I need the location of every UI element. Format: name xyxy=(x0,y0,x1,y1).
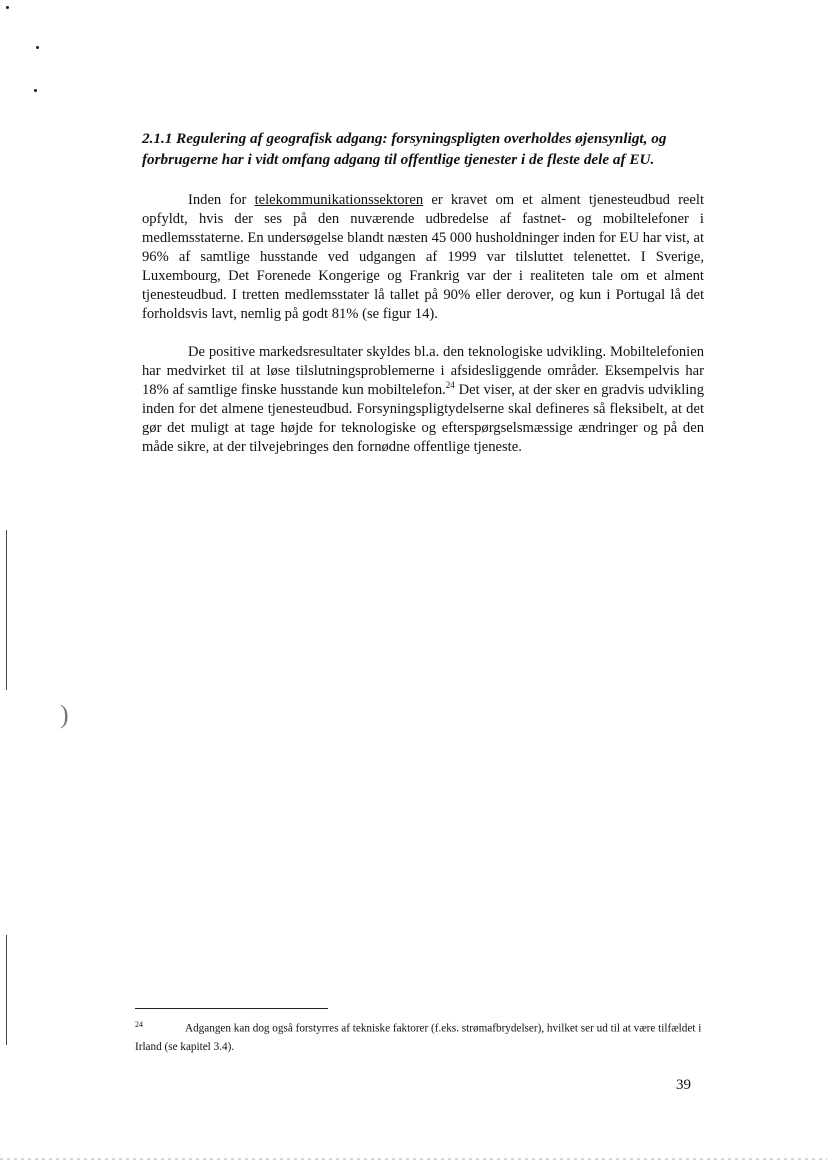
scan-edge-line xyxy=(6,530,7,690)
paragraph-text: De positive markedsresultater skyldes bl.a. den teknologiske udvikling. Mobiltelefonien har medvirket til at løse tilslutningsproblemerne i afsidesliggende områder. Eksempelvis har 18% af samtlige finske husstande kun mobiltelefon. xyxy=(142,344,704,398)
footnote-divider xyxy=(135,1008,328,1009)
scan-bottom-edge xyxy=(0,1158,827,1160)
page-content xyxy=(142,128,704,476)
footnote-reference: 24 xyxy=(445,380,455,391)
paragraph-text: Inden for xyxy=(188,192,255,208)
section-heading: 2.1.1 Regulering af geografisk adgang: forsyningspligten overholdes øjensynligt, og forbrugerne har i vidt omfang adgang til offentlige tjenester i de fleste dele af EU. xyxy=(142,130,667,168)
footnote-marker: 24 xyxy=(135,1020,143,1029)
scan-edge-line xyxy=(6,935,7,1045)
paragraph-text: Det viser, at der sker en gradvis udvikling inden for det almene tjenesteudbud. Forsyningspligtydelserne skal defineres så fleksibelt, at det gør det muligt at tage højde for teknologiske og efterspørgselsmæssige ændringer og på den måde sikre, at der tilvejebringes den fornødne offentlige tjeneste. xyxy=(142,382,704,455)
footnote-text: Adgangen kan dog også forstyrres af tekniske faktorer (f.eks. strømafbrydelser), hvilket ser ud til at være tilfældet i Irland (se kapitel 3.4). xyxy=(135,1022,702,1053)
paragraph-text: er kravet om et alment tjenesteudbud reelt opfyldt, hvis der ses på den nuværende udbredelse af fastnet- og mobiltelefoner i medlemsstaterne. En undersøgelse blandt næsten 45 000 husholdninger inden for EU har vist, at 96% af samtlige husstande ved udgangen af 1999 var tilsluttet telenettet. I Sverige, Luxembourg, Det Forenede Kongerige og Frankrig var der i realiteten tale om et alment tjenesteudbud. I tretten medlemsstater lå tallet på 90% eller derover, og kun i Portugal lå det forholdsvis lavt, nemlig på godt 81% (se figur 14). xyxy=(142,192,704,322)
paragraph-telecom-coverage xyxy=(142,191,704,324)
scan-speck xyxy=(36,46,39,49)
page-number: 39 xyxy=(676,1077,691,1093)
paragraph-market-results xyxy=(142,343,704,457)
scan-speck xyxy=(6,6,9,9)
punch-hole-mark: ) xyxy=(60,700,69,729)
scan-speck xyxy=(34,89,37,92)
underlined-term: telekommunikationssektoren xyxy=(254,192,424,208)
footnote xyxy=(135,1016,705,1056)
